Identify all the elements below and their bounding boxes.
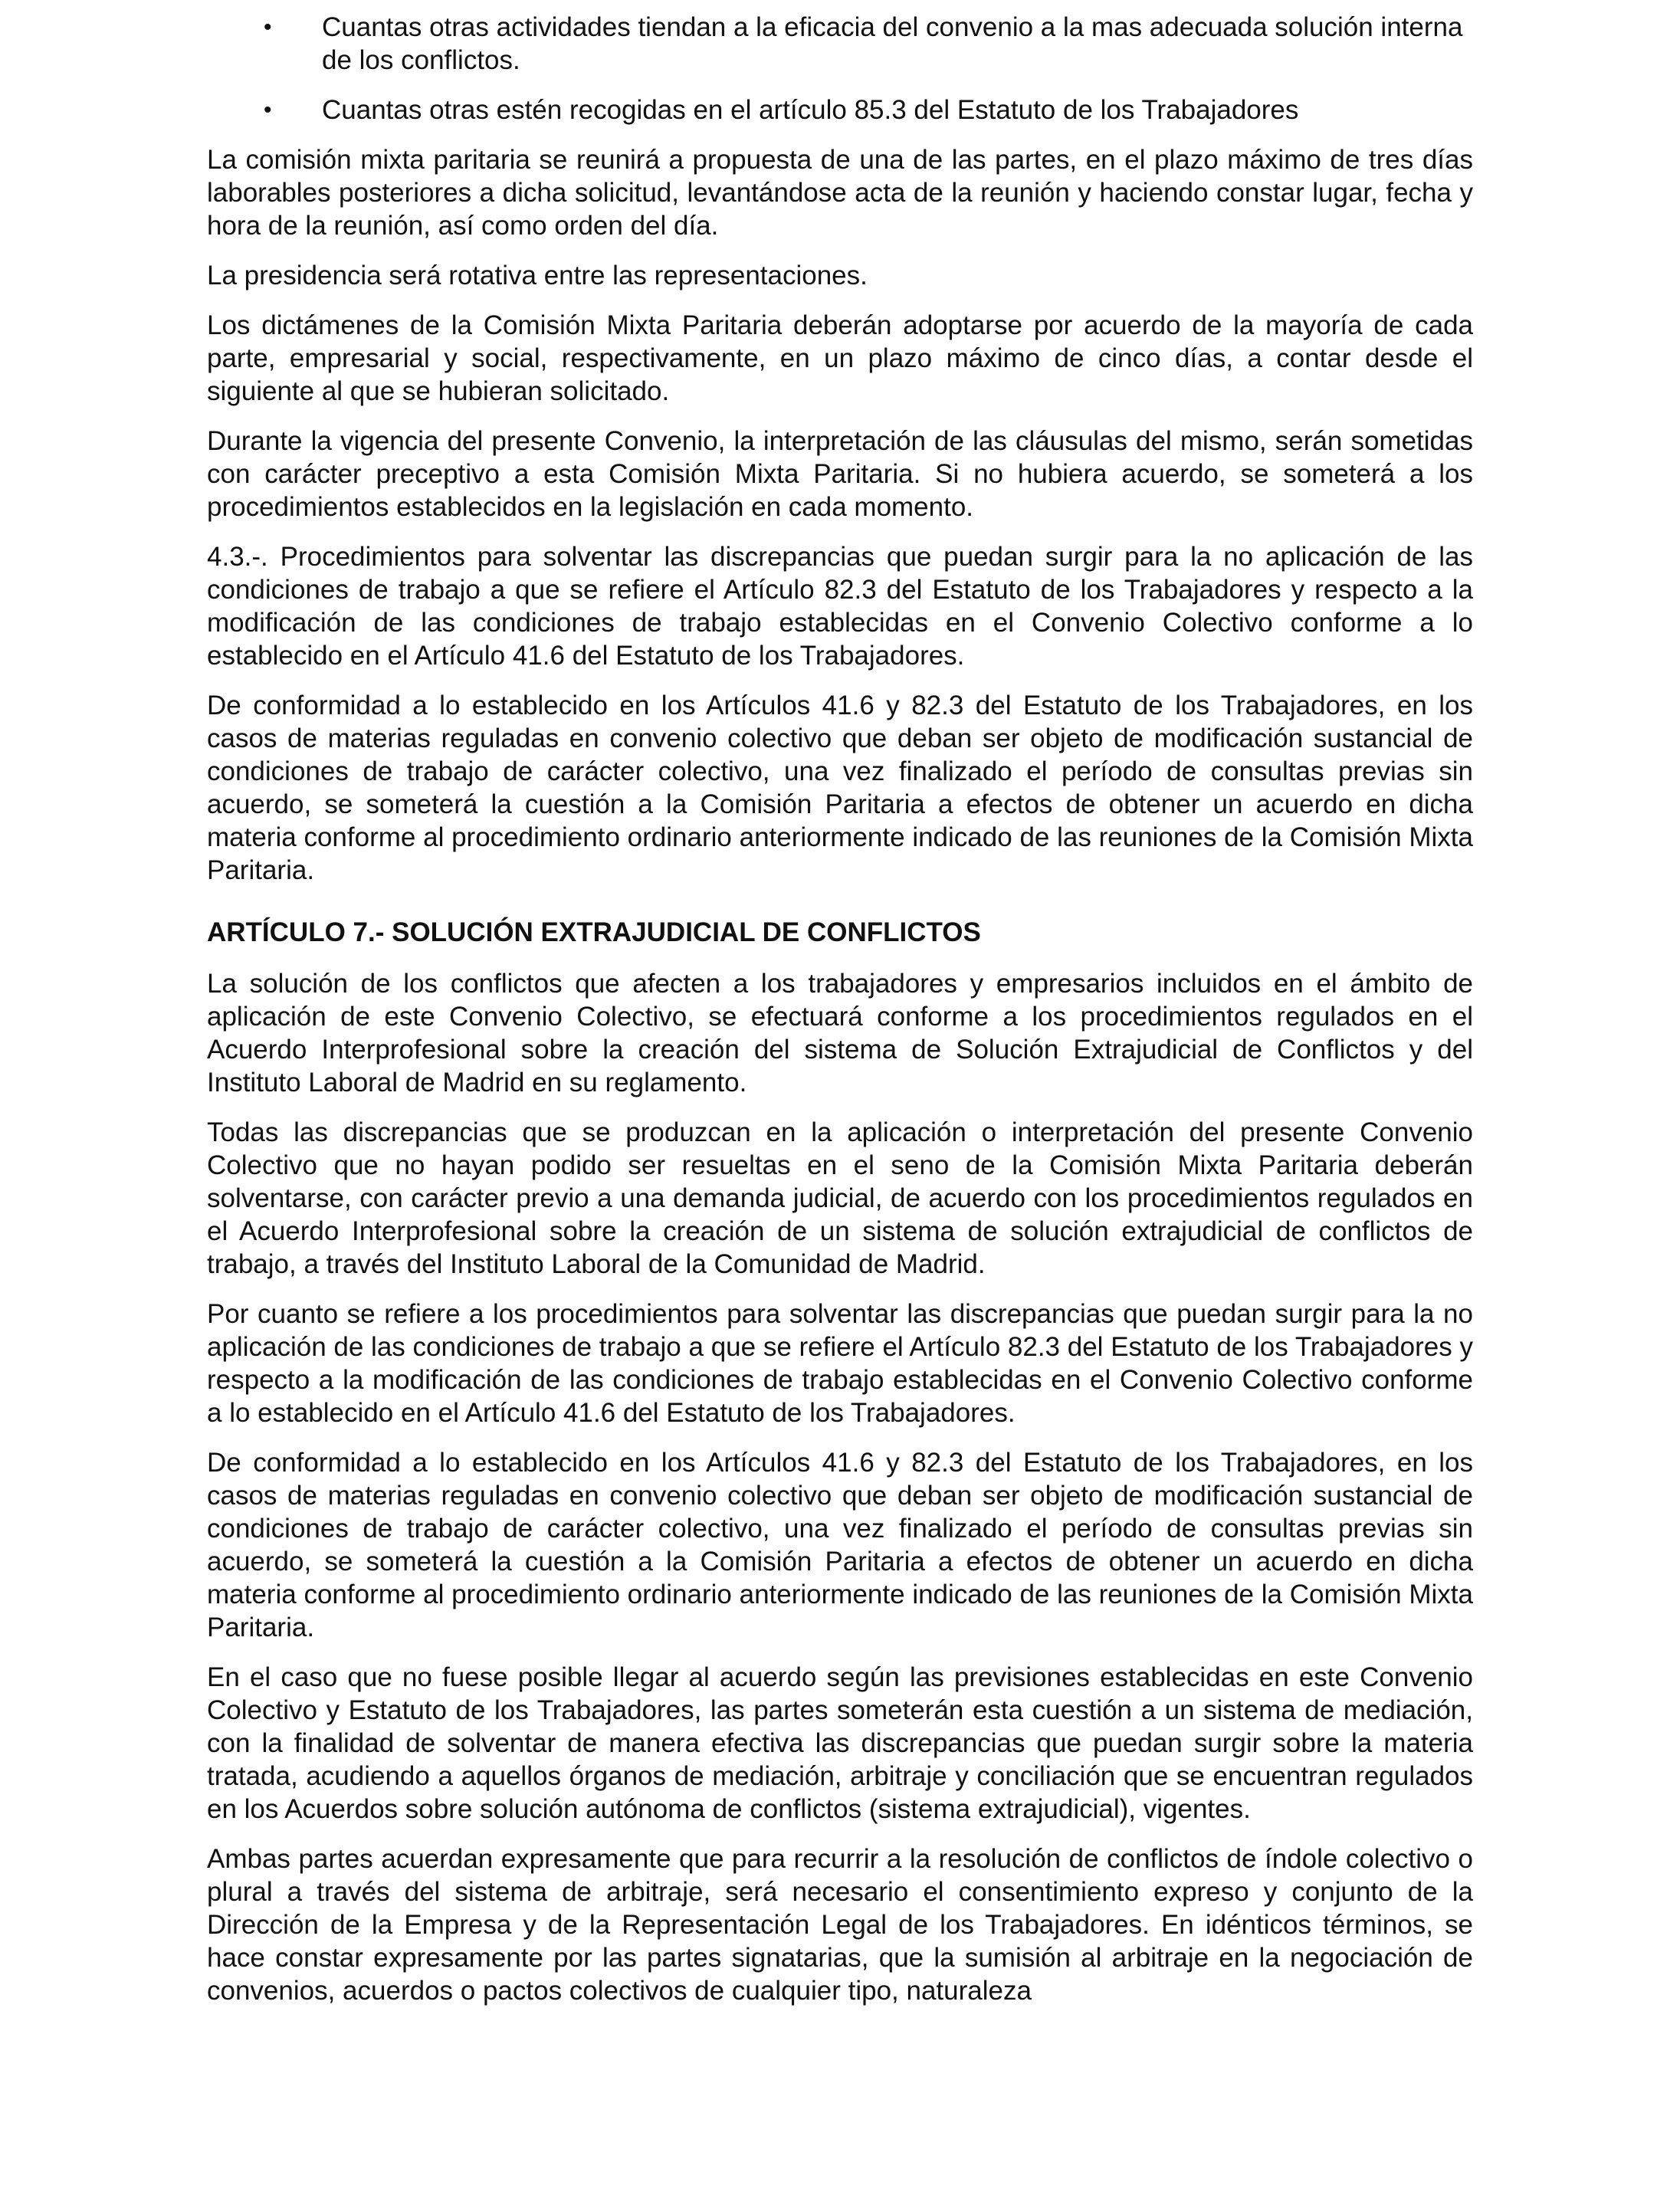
paragraph-conformity: De conformidad a lo establecido en los Artículos 41.6 y 82.3 del Estatuto de los Trabajadores, en los casos de materias reguladas en convenio colectivo que deban ser objeto de modificación sustancial de condiciones de trabajo de carácter colectivo, una vez finalizado el período de consultas previas sin acuerdo, se someterá la cuestión a la Comisión Paritaria a efectos de obtener un acuerdo en dicha materia conforme al procedimiento ordinario anteriormente indicado de las reuniones de la Comisión Mixta Paritaria. (207, 691, 1473, 885)
paragraph-section-4-3: 4.3.-. Procedimientos para solventar las discrepancias que puedan surgir para la no aplicación de las condiciones de trabajo a que se refiere el Artículo 82.3 del Estatuto de los Trabajadores y respecto a la modificación de las condiciones de trabajo establecidas en el Convenio Colectivo conforme a lo establecido en el Artículo 41.6 del Estatuto de los Trabajadores. (207, 542, 1473, 671)
bullet-icon: • (264, 97, 272, 123)
paragraph-article7-1: La solución de los conflictos que afecten a los trabajadores y empresarios incluidos en el ámbito de aplicación de este Convenio Colectivo, se efectuará conforme a los procedimientos regulados en el Acuerdo Interprofesional sobre la creación del sistema de Solución Extrajudicial de Conflictos y del Instituto Laboral de Madrid en su reglamento. (207, 969, 1473, 1098)
paragraph-article7-4: De conformidad a lo establecido en los Artículos 41.6 y 82.3 del Estatuto de los Trabajadores, en los casos de materias reguladas en convenio colectivo que deban ser objeto de modificación sustancial de condiciones de trabajo de carácter colectivo, una vez finalizado el período de consultas previas sin acuerdo, se someterá la cuestión a la Comisión Paritaria a efectos de obtener un acuerdo en dicha materia conforme al procedimiento ordinario anteriormente indicado de las reuniones de la Comisión Mixta Paritaria. (207, 1448, 1473, 1642)
paragraph-decisions: Los dictámenes de la Comisión Mixta Paritaria deberán adoptarse por acuerdo de la mayoría de cada parte, empresarial y social, respectivamente, en un plazo máximo de cinco días, a contar desde el siguiente al que se hubieran solicitado. (207, 310, 1473, 406)
bullet-text: Cuantas otras estén recogidas en el artículo 85.3 del Estatuto de los Trabajadores (322, 95, 1299, 125)
paragraph-meeting-procedure: La comisión mixta paritaria se reunirá a propuesta de una de las partes, en el plazo máximo de tres días laborables posteriores a dicha solicitud, levantándose acta de la reunión y haciendo constar lugar, fecha y hora de la reunión, así como orden del día. (207, 145, 1473, 241)
paragraph-article7-5: En el caso que no fuese posible llegar al acuerdo según las previsiones establecidas en este Convenio Colectivo y Estatuto de los Trabajadores, las partes someterán esta cuestión a un sistema de mediación, con la finalidad de solventar de manera efectiva las discrepancias que puedan surgir sobre la materia tratada, acudiendo a aquellos órganos de mediación, arbitraje y conciliación que se encuentran regulados en los Acuerdos sobre solución autónoma de conflictos (sistema extrajudicial), vigentes. (207, 1662, 1473, 1824)
article-7-heading: ARTÍCULO 7.- SOLUCIÓN EXTRAJUDICIAL DE CONFLICTOS (207, 917, 981, 947)
bullet-item (207, 94, 1473, 126)
paragraph-article7-3: Por cuanto se refiere a los procedimientos para solventar las discrepancias que puedan surgir para la no aplicación de las condiciones de trabajo a que se refiere el Artículo 82.3 del Estatuto de los Trabajadores y respecto a la modificación de las condiciones de trabajo establecidas en el Convenio Colectivo conforme a lo establecido en el Artículo 41.6 del Estatuto de los Trabajadores. (207, 1299, 1473, 1428)
bullet-list (207, 11, 1473, 126)
paragraph-interpretation: Durante la vigencia del presente Convenio, la interpretación de las cláusulas del mismo, serán sometidas con carácter preceptivo a esta Comisión Mixta Paritaria. Si no hubiera acuerdo, se someterá a los procedimientos establecidos en la legislación en cada momento. (207, 426, 1473, 522)
paragraph-article7-6: Ambas partes acuerdan expresamente que para recurrir a la resolución de conflictos de índole colectivo o plural a través del sistema de arbitraje, será necesario el consentimiento expreso y conjunto de la Dirección de la Empresa y de la Representación Legal de los Trabajadores. En idénticos términos, se hace constar expresamente por las partes signatarias, que la sumisión al arbitraje en la negociación de convenios, acuerdos o pactos colectivos de cualquier tipo, naturaleza (207, 1844, 1473, 2006)
paragraph-article7-2: Todas las discrepancias que se produzcan en la aplicación o interpretación del presente Convenio Colectivo que no hayan podido ser resueltas en el seno de la Comisión Mixta Paritaria deberán solventarse, con carácter previo a una demanda judicial, de acuerdo con los procedimientos regulados en el Acuerdo Interprofesional sobre la creación de un sistema de solución extrajudicial de conflictos de trabajo, a través del Instituto Laboral de la Comunidad de Madrid. (207, 1117, 1473, 1279)
bullet-item (207, 11, 1473, 77)
bullet-text: Cuantas otras actividades tiendan a la eficacia del convenio a la mas adecuada solución interna de los conflictos. (322, 12, 1463, 75)
paragraph-presidency: La presidencia será rotativa entre las representaciones. (207, 261, 868, 290)
bullet-icon: • (264, 15, 272, 40)
document-page (207, 11, 1473, 2024)
